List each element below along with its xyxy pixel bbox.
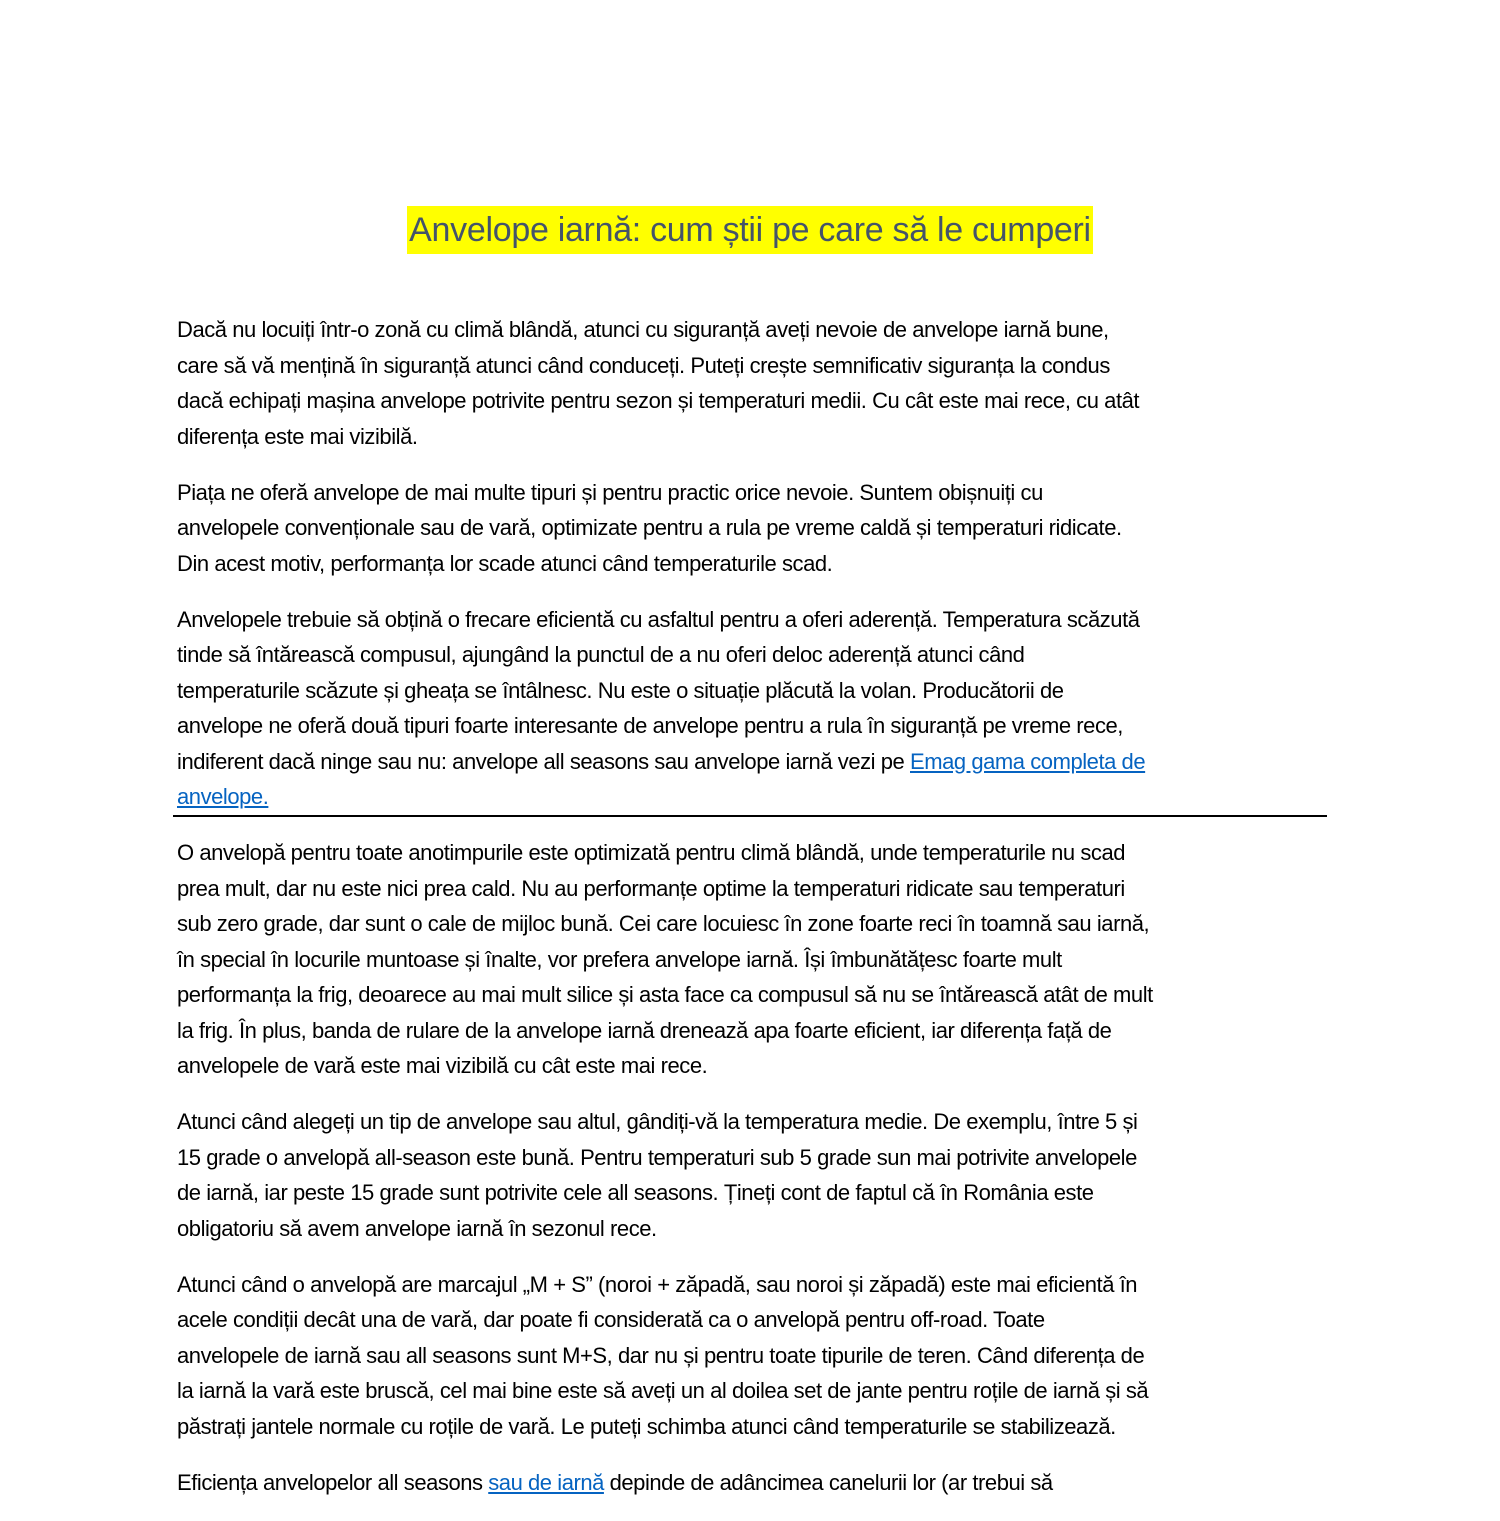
text-line <box>177 1338 1337 1374</box>
text-line <box>177 1302 1337 1338</box>
hyperlink[interactable]: sau de iarnă <box>488 1469 604 1495</box>
text-span: performanța la frig, deoarece au mai mult silice și asta face ca compusul să nu se întărească atât de mult <box>177 982 1153 1007</box>
text-span: Anvelopele trebuie să obțină o frecare eficientă cu asfaltul pentru a oferi aderență. Temperatura scăzută <box>177 606 1140 632</box>
text-line <box>177 1211 1337 1247</box>
text-line <box>177 906 1337 942</box>
text-line <box>177 348 1337 384</box>
text-span: care să vă mențină în siguranță atunci când conduceți. Puteți crește semnificativ siguranța la condus <box>177 352 1110 378</box>
title-container <box>0 206 1500 254</box>
text-line <box>177 744 1337 780</box>
text-line <box>177 871 1337 907</box>
text-span: în special în locurile muntoase și înalte, vor prefera anvelope iarnă. Își îmbunătățesc foarte mult <box>177 946 1062 972</box>
text-line <box>177 1013 1337 1049</box>
text-span: sub zero grade, dar sunt o cale de mijloc bună. Cei care locuiesc în zone foarte reci în toamnă sau iarnă, <box>177 911 1150 936</box>
text-line <box>177 1373 1337 1409</box>
text-span: anvelopele de vară este mai vizibilă cu cât este mai rece. <box>177 1053 708 1078</box>
document-body <box>177 312 1337 1521</box>
text-line <box>177 942 1337 978</box>
text-line <box>177 1175 1337 1211</box>
text-span: obligatoriu să avem anvelope iarnă în sezonul rece. <box>177 1215 657 1241</box>
text-span: prea mult, dar nu este nici prea cald. Nu au performanțe optime la temperaturi ridicate sau temperaturi <box>177 875 1125 901</box>
text-span: de iarnă, iar peste 15 grade sunt potrivite cele all seasons. Țineți cont de faptul că în România este <box>177 1180 1094 1205</box>
paragraph <box>177 602 1337 815</box>
text-line <box>177 708 1337 744</box>
paragraph <box>177 1267 1337 1445</box>
text-line <box>177 383 1337 419</box>
text-span: indiferent dacă ninge sau nu: anvelope all seasons sau anvelope iarnă vezi pe <box>177 748 910 774</box>
text-span: anvelopele convenționale sau de vară, optimizate pentru a rula pe vreme caldă și temperaturi ridicate. <box>177 515 1122 540</box>
text-span: anvelopele de iarnă sau all seasons sunt M+S, dar nu și pentru toate tipurile de teren. Când diferența de <box>177 1342 1145 1368</box>
text-span: Piața ne oferă anvelope de mai multe tipuri și pentru practic orice nevoie. Suntem obișnuiți cu <box>177 479 1043 505</box>
text-span: Atunci când o anvelopă are marcajul „M + S” (noroi + zăpadă, sau noroi și zăpadă) este mai eficientă în <box>177 1271 1138 1297</box>
paragraph <box>177 835 1337 1084</box>
text-span: O anvelopă pentru toate anotimpurile este optimizată pentru climă blândă, unde temperaturile nu scad <box>177 840 1126 865</box>
text-line <box>177 419 1337 455</box>
text-span: la iarnă la vară este bruscă, cel mai bine este să aveți un al doilea set de jante pentru roțile de iarnă și să <box>177 1378 1149 1403</box>
text-span: diferența este mai vizibilă. <box>177 423 418 449</box>
text-line <box>177 510 1337 546</box>
text-span: Dacă nu locuiți într-o zonă cu climă blândă, atunci cu siguranță aveți nevoie de anvelope iarnă bune, <box>177 317 1109 342</box>
text-span: 15 grade o anvelopă all-season este bună. Pentru temperaturi sub 5 grade sun mai potrivite anvelopele <box>177 1144 1137 1170</box>
text-line <box>177 673 1337 709</box>
paragraph <box>177 1104 1337 1246</box>
paragraph <box>177 475 1337 582</box>
text-line <box>177 312 1337 348</box>
text-line <box>177 1465 1337 1501</box>
text-line <box>177 637 1337 673</box>
text-line <box>177 977 1337 1013</box>
text-span: depinde de adâncimea canelurii lor (ar trebui să <box>603 1469 1053 1495</box>
text-span: temperaturile scăzute și gheața se întâlnesc. Nu este o situație plăcută la volan. Producătorii de <box>177 677 1064 703</box>
text-line <box>177 1104 1337 1140</box>
text-span: Atunci când alegeți un tip de anvelope sau altul, gândiți-vă la temperatura medie. De exemplu, între 5 și <box>177 1109 1138 1134</box>
text-line <box>177 1140 1337 1176</box>
document-title: Anvelope iarnă: cum știi pe care să le cumperi <box>407 206 1093 254</box>
text-span: Din acest motiv, performanța lor scade atunci când temperaturile scad. <box>177 550 833 576</box>
hyperlink[interactable]: Emag gama completa de <box>910 748 1146 774</box>
text-span: tinde să întărească compusul, ajungând la punctul de a nu oferi deloc aderență atunci când <box>177 642 1025 667</box>
text-line <box>177 602 1337 638</box>
text-line <box>177 475 1337 511</box>
text-line <box>177 779 1337 815</box>
text-line <box>177 546 1337 582</box>
text-span: dacă echipați mașina anvelope potrivite pentru sezon și temperaturi medii. Cu cât este mai rece, cu atât <box>177 388 1140 413</box>
hyperlink[interactable]: anvelope. <box>177 784 269 809</box>
text-span: anvelope ne oferă două tipuri foarte interesante de anvelope pentru a rula în siguranță pe vreme rece, <box>177 713 1123 738</box>
horizontal-rule <box>173 815 1327 817</box>
text-line <box>177 835 1337 871</box>
paragraph <box>177 312 1337 454</box>
text-line <box>177 1048 1337 1084</box>
text-line <box>177 1267 1337 1303</box>
text-span: acele condiții decât una de vară, dar poate fi considerată ca o anvelopă pentru off-road. Toate <box>177 1307 1045 1332</box>
text-span: păstrați jantele normale cu roțile de vară. Le puteți schimba atunci când temperaturile se stabilizează. <box>177 1413 1116 1439</box>
paragraph <box>177 1465 1337 1501</box>
text-span: Eficiența anvelopelor all seasons <box>177 1469 489 1495</box>
text-span: la frig. În plus, banda de rulare de la anvelope iarnă drenează apa foarte eficient, iar diferența față de <box>177 1017 1112 1043</box>
text-line <box>177 1409 1337 1445</box>
